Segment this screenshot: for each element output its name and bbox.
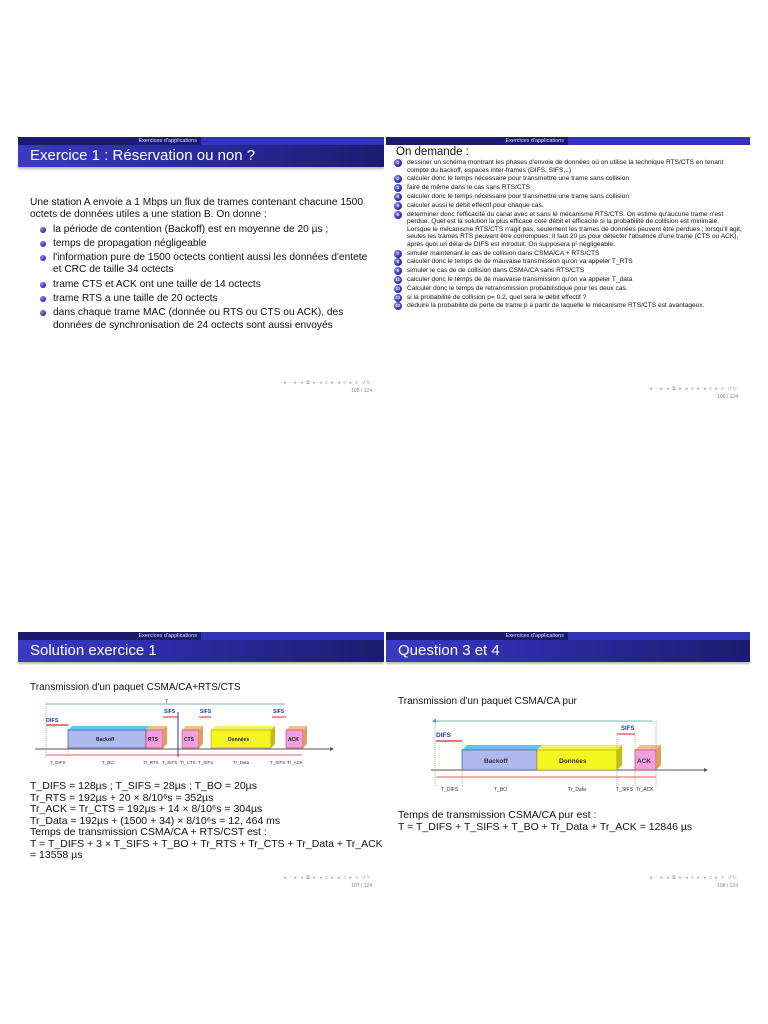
slide-title: Solution exercice 1 — [18, 640, 384, 662]
svg-text:Données: Données — [559, 758, 587, 765]
svg-text:T_SIFS: T_SIFS — [162, 760, 178, 765]
svg-text:T_DIFS: T_DIFS — [50, 760, 66, 765]
formula-block — [398, 810, 692, 833]
bullet-icon — [40, 255, 46, 261]
bullet-icon — [40, 296, 46, 302]
total-label: T — [165, 699, 169, 705]
list-item — [394, 276, 744, 284]
list-item — [40, 238, 376, 250]
beamer-navigation[interactable] — [649, 386, 738, 400]
page-number: 106 / 124 — [717, 394, 738, 400]
svg-text:Backoff: Backoff — [484, 758, 508, 765]
slide-title: Question 3 et 4 — [386, 640, 750, 662]
section-bar-right — [568, 137, 750, 145]
slide-heading: On demande : — [396, 146, 469, 158]
list-item — [40, 293, 376, 305]
list-item — [40, 224, 376, 236]
item-text: calculer aussi le débit effectif pour chaque cas. — [407, 201, 544, 209]
page-number: 108 / 124 — [717, 883, 738, 889]
number-badge-icon: 11 — [395, 285, 401, 291]
list-item — [394, 258, 744, 266]
formula-line: T_DIFS = 128µs ; T_SIFS = 28µs ; T_BO = 20µs — [30, 780, 257, 792]
number-badge-icon: 12 — [395, 294, 401, 300]
formula-line: T = T_DIFS + T_SIFS + T_BO + Tr_Data + Tr_ACK = 12846 µs — [398, 820, 693, 833]
number-badge-icon: 10 — [395, 277, 401, 282]
list-item — [394, 302, 744, 310]
number-badge-icon: 4 — [394, 193, 402, 201]
number-badge-icon: 9 — [394, 267, 402, 275]
item-note: Lorsque le mécanisme RTS/CTS n'agit pas, seulement les trames de données peuvent être perdues ; lorsqu'il agit, seules les trames RTS peuvent être corrompues. Il faut 20 µs pour détecter l'absence d'une trame (CTS ou ACK), après quoi un délai de DIFS est introduit. On supposera p² négligeable. — [407, 225, 742, 248]
number-badge-icon: 3 — [394, 184, 402, 192]
list-item — [394, 202, 744, 210]
slide-108 — [386, 632, 750, 897]
list-item — [394, 211, 744, 249]
number-badge-icon: 6 — [394, 211, 402, 219]
item-text: simuler maintenant le cas de collision dans CSMA/CA + RTS/CTS — [407, 249, 600, 257]
page-number: 107 / 124 — [351, 883, 372, 889]
section-bar — [18, 632, 384, 640]
svg-text:Backoff: Backoff — [96, 737, 115, 743]
list-item — [394, 193, 744, 201]
formula-line: Tr_ACK = Tr_CTS = 192µs + 14 × 8/10⁶s = 304µs — [30, 803, 263, 815]
svg-text:ACK: ACK — [288, 737, 299, 743]
beamer-navigation[interactable] — [283, 380, 372, 394]
rts-cts-timing-diagram — [30, 697, 340, 772]
svg-text:Tr_Data: Tr_Data — [233, 760, 250, 765]
item-text: si la probabilité de collision p= 0.2, quel sera le débit effectif ? — [407, 293, 587, 301]
item-text: déterminer donc l'efficacité du canal avec et sans le mécanisme RTS/CTS. On estime qu'aucune trame n'est perdue. Quel est la solution la plus efficace coté débit et efficacité si la probabilité de collision est minimale. — [407, 210, 724, 226]
list-item — [394, 159, 744, 174]
nav-icons[interactable]: ◂ ▫ ▸ ◂ ⧉ ▸ ◂ ≡ ▸ ◂ ≡ ▸ ≡ ↺↻ — [283, 380, 372, 386]
slide-107 — [18, 632, 384, 897]
bullet-icon — [40, 241, 46, 247]
svg-text:T_SIFS: T_SIFS — [270, 760, 286, 765]
section-bar — [386, 137, 750, 145]
list-item — [40, 307, 376, 332]
svg-text:SIFS: SIFS — [621, 726, 635, 732]
formula-block — [30, 781, 384, 862]
slide-subtitle: Transmission d'un paquet CSMA/CA+RTS/CTS — [30, 682, 241, 693]
svg-text:Tr_CTS: Tr_CTS — [180, 760, 196, 765]
formula-line: Tr_Data = 192µs + (1500 + 34) × 8/10⁶s = 12, 464 ms — [30, 814, 281, 827]
section-bar-right — [201, 632, 384, 640]
section-label: Exercices d'applications — [18, 137, 201, 145]
svg-text:CTS: CTS — [184, 737, 194, 743]
svg-text:SIFS: SIFS — [164, 709, 176, 715]
bullet-text: dans chaque trame MAC (donnée ou RTS ou CTS ou ACK), des données de synchronisation de 24 octects sont aussi envoyés — [53, 307, 344, 331]
nav-icons[interactable]: ◂ ▫ ▸ ◂ ⧉ ▸ ◂ ≡ ▸ ◂ ≡ ▸ ≡ ↺↻ — [649, 875, 738, 881]
formula-line: Temps de transmission CSMA/CA pur est : — [398, 809, 597, 821]
item-text: dessiner un schéma montrant les phases d'envoie de données où on utilise la technique RTS/CTS en tenant compte du backoff, espaces inter-frames (DIFS, SIFS,..) — [407, 159, 724, 174]
section-bar — [18, 137, 384, 145]
svg-text:T_BO: T_BO — [494, 787, 508, 793]
svg-text:ACK: ACK — [637, 758, 652, 765]
list-item — [40, 252, 376, 277]
numbered-list — [394, 159, 744, 311]
number-badge-icon: 8 — [394, 258, 402, 266]
intro-text: Une station A envoie a 1 Mbps un flux de trames contenant chacune 1500 octets de données utiles a une station B. On donne : — [30, 197, 364, 221]
section-label: Exercices d'applications — [18, 632, 201, 640]
svg-text:DIFS: DIFS — [46, 718, 59, 724]
svg-text:Tr_RTS: Tr_RTS — [143, 760, 159, 765]
item-text: déduire la probabilité de perte de trame p a partir de laquelle le mécanisme RTS/CTS est avantageux. — [407, 302, 705, 310]
list-item — [394, 250, 744, 258]
csma-ca-timing-diagram — [396, 715, 716, 805]
number-badge-icon: 1 — [394, 159, 402, 167]
bullet-text: temps de propagation négligeable — [53, 237, 207, 249]
svg-text:T_SIFS: T_SIFS — [616, 787, 633, 793]
section-label: Exercices d'applications — [386, 632, 568, 640]
section-bar — [386, 632, 750, 640]
slide-105 — [18, 137, 384, 402]
bullet-icon — [40, 227, 46, 233]
svg-text:Tr_Data: Tr_Data — [568, 787, 586, 793]
number-badge-icon: 2 — [394, 175, 402, 183]
bullet-icon — [40, 282, 46, 288]
svg-text:DIFS: DIFS — [436, 732, 451, 739]
bullet-text: trame CTS et ACK ont une taille de 14 octects — [53, 278, 261, 290]
list-item — [394, 285, 744, 293]
list-item — [394, 294, 744, 302]
svg-text:T_SIFS: T_SIFS — [198, 760, 214, 765]
beamer-navigation[interactable] — [283, 875, 372, 889]
item-text: calculer donc le temps nécessaire pour transmettre une trame sans collision — [407, 175, 630, 183]
section-bar-right — [201, 137, 384, 145]
svg-text:RTS: RTS — [148, 737, 158, 743]
svg-text:SIFS: SIFS — [200, 709, 212, 715]
svg-text:Données: Données — [228, 737, 250, 743]
slide-106 — [386, 137, 750, 402]
page-number: 105 / 124 — [351, 388, 372, 394]
item-text: calculer donc le temps de de mauvaise transmission qu'on va appeler T_RTS — [407, 258, 633, 266]
item-text: calculer donc le temps nécessaire pour transmettre une trame sans collision — [407, 192, 630, 200]
bullet-text: l'information pure de 1500 octects contient aussi les données d'entete et CRC de taille 34 octects — [53, 252, 368, 276]
nav-icons[interactable]: ◂ ▫ ▸ ◂ ⧉ ▸ ◂ ≡ ▸ ◂ ≡ ▸ ≡ ↺↻ — [283, 875, 372, 881]
svg-text:T_DIFS: T_DIFS — [441, 787, 459, 793]
number-badge-icon: 7 — [394, 250, 402, 258]
section-label: Exercices d'applications — [505, 138, 564, 144]
slide-subtitle: Transmission d'un paquet CSMA/CA pur — [398, 696, 577, 707]
formula-line: Tr_RTS = 192µs + 20 × 8/10⁶s = 352µs — [30, 791, 214, 804]
formula-line: Temps de transmission CSMA/CA + RTS/CST est : — [30, 826, 267, 838]
formula-line: T = T_DIFS + 3 × T_SIFS + T_BO + Tr_RTS + Tr_CTS + Tr_Data + Tr_ACK = 13558 µs — [30, 837, 383, 861]
slide-body — [30, 197, 376, 334]
number-badge-icon: 5 — [394, 202, 402, 210]
svg-text:Tr_ACK: Tr_ACK — [287, 760, 303, 765]
number-badge-icon: 13 — [395, 303, 401, 309]
item-text: simuler le cas de de collision dans CSMA/CA sans RTS/CTS — [407, 267, 585, 275]
bullet-list — [30, 224, 376, 332]
svg-text:SIFS: SIFS — [273, 709, 285, 715]
list-item — [394, 175, 744, 183]
list-item — [40, 279, 376, 291]
list-item — [394, 267, 744, 275]
item-text: faire de même dans le cas sans RTS/CTS — [407, 184, 531, 192]
slide-title: Exercice 1 : Réservation ou non ? — [18, 145, 384, 167]
bullet-icon — [40, 310, 46, 316]
section-bar-right — [568, 632, 750, 640]
item-text: calculer donc le temps de de mauvaise transmission qu'on va appeler T_data — [407, 276, 633, 283]
beamer-navigation[interactable] — [649, 875, 738, 889]
bullet-text: trame RTS a une taille de 20 octects — [53, 293, 218, 305]
nav-icons[interactable]: ◂ ▫ ▸ ◂ ⧉ ▸ ◂ ≡ ▸ ◂ ≡ ▸ ≡ ↺↻ — [649, 386, 738, 392]
list-item — [394, 184, 744, 192]
item-text: Calculer donc le temps de retransmission probabilistique pour les deux cas. — [407, 284, 628, 292]
bullet-text: la période de contention (Backoff) est en moyenne de 20 µs ; — [53, 223, 329, 235]
svg-text:T_BO: T_BO — [102, 760, 114, 765]
svg-text:Tr_ACK: Tr_ACK — [636, 787, 654, 793]
